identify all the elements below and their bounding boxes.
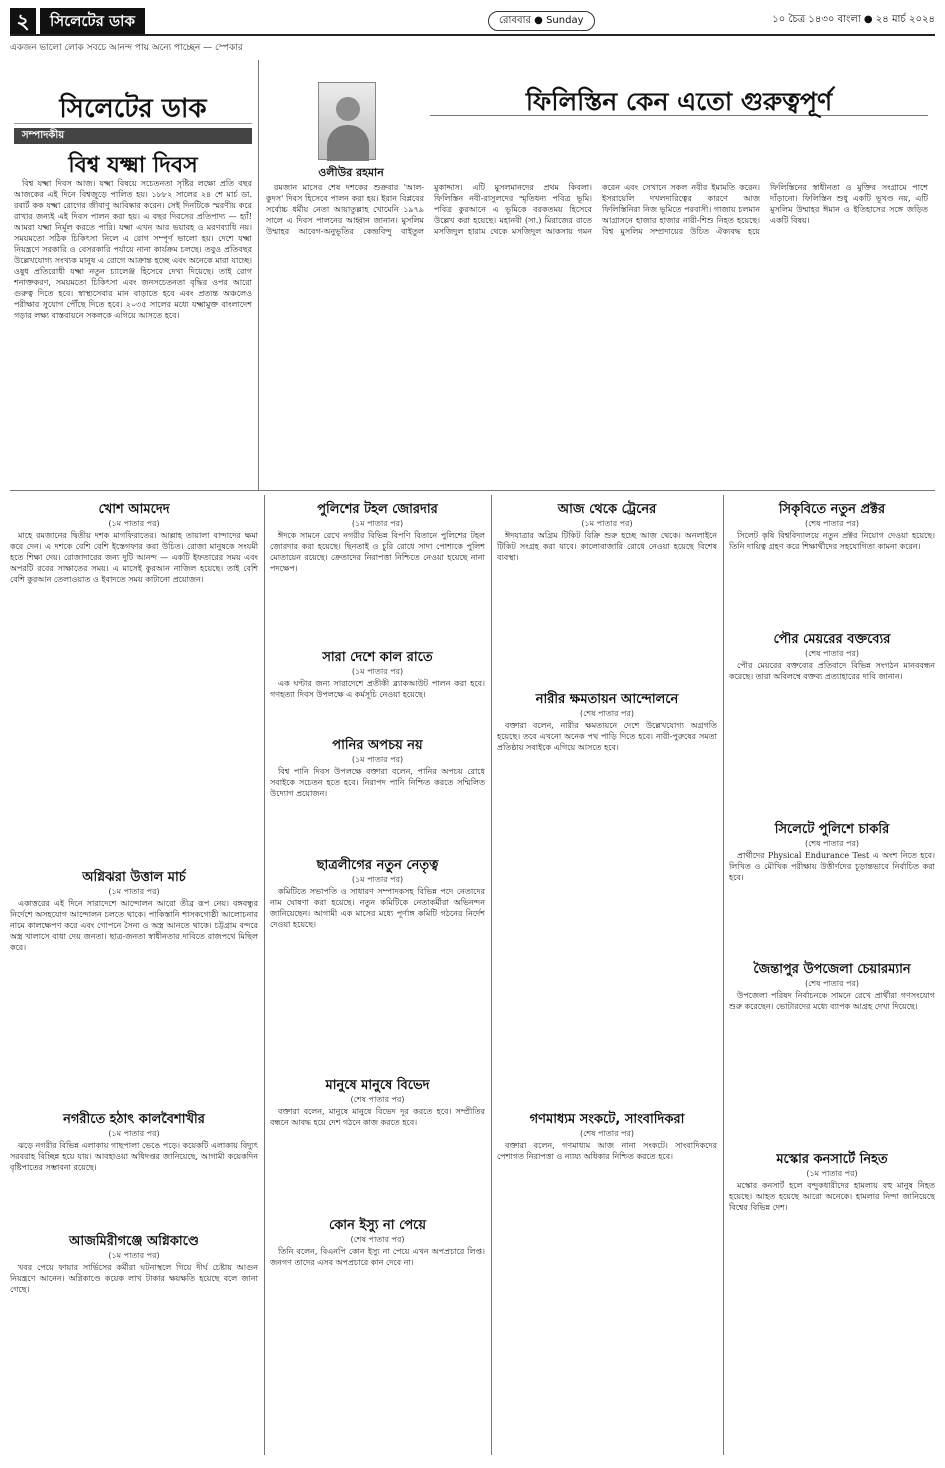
story-continued: (শেষ পাতার পর)	[579, 1129, 635, 1138]
story-continued: (শেষ পাতার পর)	[804, 839, 860, 848]
section-divider	[10, 490, 935, 491]
editorial-logo: সিলেটের ডাক	[14, 88, 252, 124]
story-continued: (১ম পাতার পর)	[108, 519, 160, 528]
story-body: বক্তারা বলেন, নারীর ক্ষমতায়নে দেশে উল্লেখযোগ্য অগ্রগতি হয়েছে। তবে এখনো অনেক পথ পাড়ি দিতে হবে। নারী-পুরুষের সমতা প্রতিষ্ঠায় সবাইকে এগিয়ে আসতে হবে।	[497, 721, 717, 752]
story-headline: পানির অপচয় নয়	[332, 738, 423, 753]
story-continued: (শেষ পাতার পর)	[350, 1095, 405, 1104]
story-body: বিশ্ব পানি দিবস উপলক্ষে বক্তারা বলেন, পানির অপচয় রোধে সবাইকে সচেতন হতে হবে। নিরাপদ পানি নিশ্চিত করতে সম্মিলিত উদ্যোগ প্রয়োজন।	[270, 767, 485, 798]
column-divider	[258, 60, 259, 490]
story-headline: সিলেটে পুলিশে চাকরি	[774, 822, 890, 837]
story-headline: মস্কোর কনসার্টে নিহত	[776, 1152, 888, 1167]
column-divider	[491, 495, 492, 1455]
editorial-section-label: সম্পাদকীয়	[14, 128, 252, 144]
story-continued: (শেষ পাতার পর)	[579, 709, 635, 718]
masthead-date: ১০ চৈত্র ১৪৩০ বাংলা ● ২৪ মার্চ ২০২৪	[772, 14, 935, 25]
story-body: কমিটিতে সভাপতি ও সাধারণ সম্পাদকসহ বিভিন্ন পদে নেতাদের নাম ঘোষণা করা হয়েছে। নতুন কমিটিকে নেতাকর্মীরা অভিনন্দন জানিয়েছেন। আগামী এক মাসের মধ্যে পূর্ণাঙ্গ কমিটি গঠনের নির্দেশ দেওয়া হয়েছে।	[270, 887, 485, 929]
story-body: খবর পেয়ে ফায়ার সার্ভিসের কর্মীরা ঘটনাস্থলে গিয়ে দীর্ঘ চেষ্টায় আগুন নিয়ন্ত্রণে আনেন। অগ্নিকাণ্ডে কয়েক লাখ টাকার ক্ষয়ক্ষতি হয়েছে বলে জানা গেছে।	[10, 1263, 258, 1294]
story-body: উপজেলা পরিষদ নির্বাচনকে সামনে রেখে প্রার্থীরা গণসংযোগ শুরু করেছেন। ভোটারদের মধ্যে ব্যাপক আগ্রহ দেখা দিয়েছে।	[729, 991, 935, 1011]
article-headline: ফিলিস্তিন কেন এতো গুরুত্বপূর্ণ	[430, 82, 928, 116]
story-headline: সিকৃবিতে নতুন প্রক্টর	[778, 502, 886, 517]
column-divider	[723, 495, 724, 1455]
story-continued: (১ম পাতার পর)	[108, 887, 160, 896]
story-continued: (শেষ পাতার পর)	[804, 979, 860, 988]
page-number: ২	[10, 8, 36, 34]
masthead-day: রোববার ● Sunday	[488, 11, 595, 31]
story-headline: পুলিশের টহল জোরদার	[317, 502, 438, 517]
story-continued: (১ম পাতার পর)	[351, 755, 404, 764]
story-body: ঈদকে সামনে রেখে নগরীর বিভিন্ন বিপণি বিতানে পুলিশের টহল জোরদার করা হয়েছে। ছিনতাই ও চুরি রোধে সাদা পোশাকে পুলিশ মোতায়েন রয়েছে। ক্রেতাদের নিরাপত্তা নিশ্চিতে নেওয়া হয়েছে নানা পদক্ষেপ।	[270, 531, 485, 573]
story-continued: (১ম পাতার পর)	[108, 1251, 160, 1260]
masthead-quote: একজন ভালো লোক সবচে আনন্দ পায় অন্যে পাচ্ছেন — স্পেকার	[10, 43, 243, 53]
story-headline: সারা দেশে কাল রাতে	[322, 650, 433, 665]
story-body: তিনি বলেন, বিএনপি কোন ইস্যু না পেয়ে এখন অপপ্রচারে লিপ্ত। জনগণ তাদের এসব অপপ্রচারে কান দেবে না।	[270, 1247, 485, 1267]
story-continued: (১ম পাতার পর)	[351, 667, 404, 676]
story-continued: (১ম পাতার পর)	[351, 519, 404, 528]
story-headline: ছাত্রলীগের নতুন নেতৃত্ব	[316, 858, 439, 873]
story-body: পৌর মেয়রের বক্তব্যের প্রতিবাদে বিভিন্ন সংগঠন মানববন্ধন করেছে। তারা অবিলম্বে বক্তব্য প্রত্যাহারের দাবি জানান।	[729, 661, 935, 681]
story-body: ঝড়ে নগরীর বিভিন্ন এলাকায় গাছপালা ভেঙে পড়ে। কয়েকটি এলাকায় বিদ্যুৎ সরবরাহ বিচ্ছিন্ন হয়ে যায়। আবহাওয়া অধিদপ্তর জানিয়েছে, আগামী কয়েকদিন বৃষ্টিপাতের সম্ভাবনা রয়েছে।	[10, 1141, 258, 1172]
story-body: সিলেট কৃষি বিশ্ববিদ্যালয়ে নতুন প্রক্টর নিয়োগ দেওয়া হয়েছে। তিনি দায়িত্ব গ্রহণ করে শিক্ষার্থীদের সহযোগিতা কামনা করেন।	[729, 531, 935, 551]
story-body: বক্তারা বলেন, মানুষে মানুষে বিভেদ দূর করতে হবে। সম্প্রীতির বন্ধনে আবদ্ধ হয়ে দেশ গঠনে কাজ করতে হবে।	[270, 1107, 485, 1127]
story-body: মাহে রমজানের দ্বিতীয় দশক মাগফিরাতের। আল্লাহ তায়ালা বান্দাদের ক্ষমা করে দেন। এ দশকে বেশি বেশি ইস্তেগফার করা উচিত। রোজা মানুষকে সংযমী হতে শিক্ষা দেয়। রোজাদারের জন্য দুটি আনন্দ — একটি ইফতারের সময় এবং অপরটি রবের সাক্ষাতের সময়। এ মাসেই কুরআন নাজিল হয়েছে। তাই বেশি বেশি কুরআন তেলাওয়াত ও ইবাদতে সময় কাটানো প্রয়োজন।	[10, 531, 258, 584]
story-headline: কোন ইস্যু না পেয়ে	[328, 1218, 427, 1233]
story-continued: (শেষ পাতার পর)	[804, 519, 860, 528]
editorial-body: বিশ্ব যক্ষ্মা দিবস আজ। যক্ষ্মা বিষয়ে সচেতনতা সৃষ্টির লক্ষ্যে প্রতি বছর আজকের এই দিনে বিশ্বজুড়ে পালিত হয়। ১৮৮২ সালের ২৪ শে মার্চ ডা. রবার্ট কক যক্ষ্মা রোগের জীবাণু আবিষ্কার করেন। সেই দিনটিকে স্মরণীয় করে রাখার জন্যই এই দিবস পালন করা হয়। এ বছর দিবসের প্রতিপাদ্য — হ্যাঁ! আমরা যক্ষ্মা নির্মূল করতে পারি। যক্ষ্মা এখন আর ভয়াবহ ও মরণব্যাধি নয়। সময়মতো সঠিক চিকিৎসা নিলে এ রোগ সম্পূর্ণ ভালো হয়। দেশে যক্ষ্মা নিয়ন্ত্রণে সরকারি ও বেসরকারি পর্যায়ে নানা কার্যক্রম চলছে। তবুও প্রতিবছর উল্লেখযোগ্য সংখ্যক মানুষ এ রোগে আক্রান্ত হচ্ছে এবং অনেকে মারা যাচ্ছে। ওষুধ প্রতিরোধী যক্ষ্মা নতুন চ্যালেঞ্জ হিসেবে দেখা দিয়েছে। তাই রোগ শনাক্তকরণ, সময়মতো চিকিৎসা এবং জনসচেতনতা বৃদ্ধির ওপর আরো গুরুত্ব দিতে হবে। স্বাস্থ্যসেবার মান বাড়াতে হবে এবং প্রত্যন্ত অঞ্চলেও পরীক্ষার সুযোগ পৌঁছে দিতে হবে। ২০৩৫ সালের মধ্যে যক্ষ্মামুক্ত বাংলাদেশ গড়ার লক্ষ্য বাস্তবায়নে সকলকে এগিয়ে আসতে হবে।	[14, 179, 252, 320]
article-author: ওলীউর রহমান	[318, 166, 384, 179]
column-divider	[264, 495, 265, 1455]
author-photo	[318, 82, 376, 160]
story-continued: (১ম পাতার পর)	[806, 1169, 858, 1178]
story-body: প্রার্থীদের Physical Endurance Test এ অংশ নিতে হবে। লিখিত ও মৌখিক পরীক্ষায় উত্তীর্ণদের চূড়ান্তভাবে নির্বাচিত করা হবে।	[729, 851, 935, 882]
story-headline: নগরীতে হঠাৎ কালবৈশাখীর	[63, 1112, 205, 1127]
story-body: ঈদযাত্রার অগ্রিম টিকিট বিক্রি শুরু হচ্ছে আজ থেকে। অনলাইনে টিকিট সংগ্রহ করা যাবে। কালোবাজারি রোধে নেওয়া হয়েছে বিশেষ ব্যবস্থা।	[497, 531, 717, 562]
story-headline: গণমাধ্যম সংকটে, সাংবাদিকরা	[529, 1112, 685, 1127]
story-headline: মানুষে মানুষে বিভেদ	[325, 1078, 430, 1093]
story-headline: আজ থেকে ট্রেনের	[557, 502, 657, 517]
story-continued: (শেষ পাতার পর)	[350, 1235, 405, 1244]
story-body: মস্কোর কনসার্ট হলে বন্দুকধারীদের হামলায় বহু মানুষ নিহত হয়েছে। আহত হয়েছে আরো অনেকে। হামলার নিন্দা জানিয়েছে বিশ্বের বিভিন্ন দেশ।	[729, 1181, 935, 1212]
story-continued: (১ম পাতার পর)	[581, 519, 633, 528]
masthead-brand: সিলেটের ডাক	[40, 8, 145, 34]
story-body: বক্তারা বলেন, গণমাধ্যম আজ নানা সংকটে। সাংবাদিকদের পেশাগত নিরাপত্তা ও ন্যায্য অধিকার নিশ্চিত করতে হবে।	[497, 1141, 717, 1161]
story-headline: খোশ আমদেদ	[98, 502, 170, 517]
editorial-headline: বিশ্ব যক্ষ্মা দিবস	[68, 153, 198, 178]
story-body: এক ঘণ্টার জন্য সারাদেশে প্রতীকী ব্ল্যাকআউট পালন করা হবে। গণহত্যা দিবস উপলক্ষে এ কর্মসূচি নেওয়া হয়েছে।	[270, 679, 485, 699]
masthead	[10, 8, 935, 36]
story-continued: (১ম পাতার পর)	[108, 1129, 160, 1138]
story-headline: অগ্নিঝরা উত্তাল মার্চ	[82, 870, 186, 885]
story-continued: (১ম পাতার পর)	[351, 875, 404, 884]
story-continued: (শেষ পাতার পর)	[804, 649, 860, 658]
story-headline: নারীর ক্ষমতায়ন আন্দোলনে	[535, 692, 679, 707]
story-headline: আজমিরীগঞ্জে অগ্নিকাণ্ডে	[69, 1234, 199, 1249]
article-body: রমজান মাসের শেষ দশকের শুক্রবার 'আল-কুদস' দিবস হিসেবে পালন করা হয়। ইরান বিপ্লবের সর্বোচ্চ ধর্মীয় নেতা আয়াতুল্লাহ খোমেনি ১৯৭৯ সালে এ দিবস পালনের আহ্বান জানান। মুসলিম উম্মাহর আবেগ-অনুভূতির কেন্দ্রবিন্দু বাইতুল মুকাদ্দাস। এটি মুসলমানদের প্রথম কিবলা। ফিলিস্তিন নবী-রাসুলদের স্মৃতিধন্য পবিত্র ভূমি। পবিত্র কুরআনে এ ভূমিকে বরকতময় হিসেবে উল্লেখ করা হয়েছে। মহানবী (সা.) মিরাজের রাতে মসজিদুল হারাম থেকে মসজিদুল আকসায় গমন করেন এবং সেখানে সকল নবীর ইমামতি করেন। ইসরায়েলি দখলদারিত্বের কারণে আজ ফিলিস্তিনিরা নিজ ভূমিতে পরবাসী। গাজায় চলমান আগ্রাসনে হাজার হাজার নারী-শিশু নিহত হয়েছে। বিশ্ব মুসলিম সম্প্রদায়ের উচিত ঐক্যবদ্ধ হয়ে ফিলিস্তিনের স্বাধীনতা ও মুক্তির সংগ্রামে পাশে দাঁড়ানো। ফিলিস্তিন শুধু একটি ভূখণ্ড নয়, এটি মুসলিম উম্মাহর ঈমান ও ইতিহাসের সঙ্গে জড়িত একটি বিষয়।	[266, 183, 928, 236]
story-headline: জৈন্তাপুর উপজেলা চেয়ারম্যান	[753, 962, 911, 977]
story-headline: পৌর মেয়রের বক্তব্যের	[773, 632, 891, 647]
story-body: একাত্তরের এই দিনে সারাদেশে আন্দোলন আরো তীব্র রূপ নেয়। বঙ্গবন্ধুর নির্দেশে অসহযোগ আন্দোলন চলতে থাকে। পাকিস্তানি শাসকগোষ্ঠী আলোচনার নামে কালক্ষেপণ করে এবং গোপনে সৈন্য ও অস্ত্র আনতে থাকে। চট্টগ্রাম বন্দরে অস্ত্র খালাসে বাধা দেয় জনতা। ছাত্র-জনতা স্বাধীনতার দাবিতে রাজপথে মিছিল করে।	[10, 899, 258, 952]
